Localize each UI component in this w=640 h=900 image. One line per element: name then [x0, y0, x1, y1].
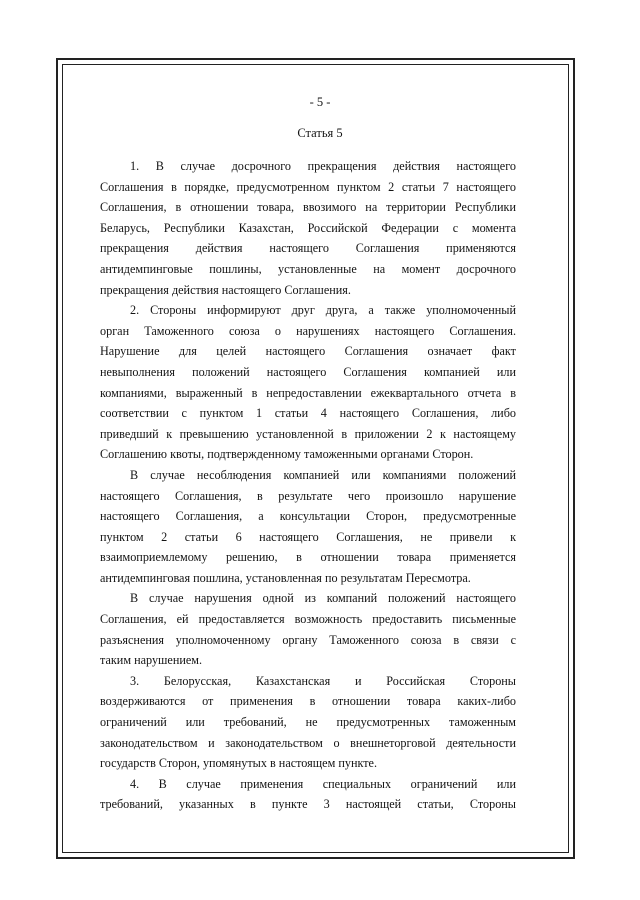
text-line: компаниями, выраженный в непредоставлении ежеквартального отчета в — [100, 385, 516, 400]
text-line: В случае нарушения одной из компаний положений настоящего — [130, 591, 516, 606]
text-line: разъяснения уполномоченному органу Таможенного союза в связи с — [100, 632, 516, 647]
text-line: 4. В случае применения специальных ограничений или — [130, 776, 516, 791]
text-line: взаимоприемлемому решению, в отношении товара применяется — [100, 550, 516, 565]
text-line: требований, указанных в пункте 3 настоящей статьи, Стороны — [100, 797, 516, 812]
text-line: 2. Стороны информируют друг друга, а также уполномоченный — [130, 303, 516, 318]
text-line: соответствии с пунктом 1 статьи 4 настоящего Соглашения, либо — [100, 406, 516, 421]
text-line: государств Сторон, упомянутых в настоящем пункте. — [100, 756, 378, 771]
text-line: приведший к превышению установленной в приложении 2 к настоящему — [100, 426, 516, 441]
text-line: таким нарушением. — [100, 653, 203, 668]
page-number: - 5 - — [309, 95, 331, 109]
text-line: 3. Белорусская, Казахстанская и Российская Стороны — [130, 673, 516, 688]
text-line: законодательством и законодательством о внешнеторговой деятельности — [100, 735, 516, 750]
text-line: Нарушение для целей настоящего Соглашения означает факт — [100, 344, 516, 359]
text-line: 1. В случае досрочного прекращения действия настоящего — [130, 159, 516, 173]
article-title: Статья 5 — [297, 126, 343, 140]
text-line: антидемпинговая пошлина, установленная по результатам Пересмотра. — [100, 570, 471, 585]
paragraph — [100, 671, 516, 774]
text-line: Соглашению квоты, подтвержденному таможенными органами Сторон. — [100, 447, 474, 462]
text-line: В случае несоблюдения компанией или компаниями положений — [130, 467, 516, 482]
text-line: ограничений или требований, не предусмотренных таможенным — [100, 715, 516, 730]
text-line: Соглашения, ей предоставляется возможность предоставить письменные — [100, 612, 516, 627]
text-line: антидемпинговые пошлины, установленные на момент досрочного — [100, 261, 516, 276]
text-line: настоящего Соглашения, в результате чего произошло нарушение — [100, 488, 516, 503]
text-line: Беларусь, Республики Казахстан, Российской Федерации с момента — [100, 220, 516, 235]
document-body — [100, 156, 516, 815]
text-line: орган Таможенного союза о нарушениях настоящего Соглашения. — [100, 323, 516, 338]
text-line: прекращения действия настоящего Соглашения. — [100, 282, 351, 297]
paragraph — [100, 300, 516, 465]
text-line: воздерживаются от применения в отношении товара каких-либо — [100, 694, 516, 709]
paragraph — [100, 156, 516, 300]
paragraph — [100, 588, 516, 670]
paragraph — [100, 465, 516, 589]
text-line: невыполнения положений настоящего Соглашения компанией или — [100, 364, 516, 379]
text-line: настоящего Соглашения, а консультации Сторон, предусмотренные — [100, 509, 516, 524]
text-line: прекращения действия настоящего Соглашения применяются — [100, 241, 516, 256]
text-line: Соглашения, в отношении товара, ввозимого на территории Республики — [100, 200, 516, 215]
text-line: пунктом 2 статьи 6 настоящего Соглашения, не привели к — [100, 529, 516, 544]
paragraph — [100, 774, 516, 815]
text-line: Соглашения в порядке, предусмотренном пунктом 2 статьи 7 настоящего — [100, 179, 516, 194]
